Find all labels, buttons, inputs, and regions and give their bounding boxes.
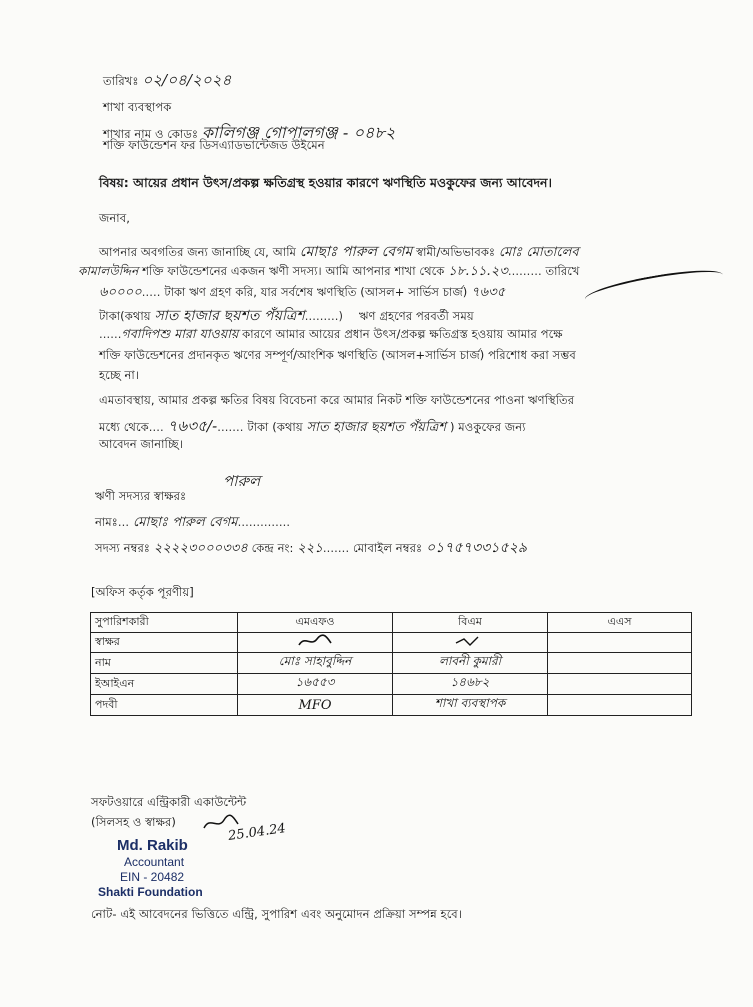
org-line: শক্তি ফাউন্ডেশন ফর ডিসএ্যাডভান্টেজড উইমেন [103, 138, 325, 152]
stamp-name: Md. Rakib [117, 837, 188, 854]
waive-amount-handwritten: ৭৬৩৫/- [167, 417, 218, 435]
accountant-sub: (সিলসহ ও স্বাক্ষর) [91, 815, 177, 829]
date-label: তারিখঃ [103, 74, 139, 88]
member-no-label: সদস্য নম্বরঃ [95, 541, 151, 555]
p1-text-f: টাকা(কথায় [99, 309, 151, 323]
name-handwritten: মোছাঃ পারুল বেগম [132, 515, 238, 530]
table-row [91, 633, 692, 653]
p1-text-a: আপনার অবগতির জন্য জানাচ্ছি যে, আমি [99, 245, 296, 259]
bm-signature [393, 633, 548, 653]
stamp-org: Shakti Foundation [98, 885, 203, 899]
header-as: এএস [548, 613, 692, 633]
sig-label: ঋণী সদস্যর স্বাক্ষরঃ [95, 489, 187, 503]
para1-line2: কামালউদ্দিন শক্তি ফাউন্ডেশনের একজন ঋণী সদস্য। আমি আপনার শাখা থেকে ১৮.১১.২৩......... তারিখে [78, 264, 580, 279]
date-row [103, 69, 231, 94]
guardian-handwritten: মোঃ মোতালেব [498, 245, 579, 260]
header-recommender: সুপারিশকারী [91, 613, 238, 633]
p1-text-h: কারণে আমার আয়ের প্রধান উৎস/প্রকল্প ক্ষতিগ্রস্ত হওয়ায় আমার পক্ষে [242, 327, 563, 341]
row-label: নাম [91, 653, 238, 674]
header-bm: বিএম [393, 613, 548, 633]
subject: বিষয়: আয়ের প্রধান উৎস/প্রকল্প ক্ষতিগ্রস্থ হওয়ার কারণে ঋণস্থিতি মওকুফের জন্য আবেদন। [99, 175, 552, 190]
row-label: ইআইএন [91, 674, 238, 695]
member-signature: পারুল [223, 472, 261, 490]
office-label: [অফিস কর্তৃক পূরণীয়] [91, 585, 194, 599]
para1-line7: হচ্ছে না। [99, 368, 140, 382]
office-table [90, 612, 692, 716]
p1-text-e: টাকা ঋণ গ্রহণ করি, যার সর্বশেষ ঋণস্থিতি (আসল+ সার্ভিস চার্জ) [164, 285, 468, 299]
mobile-handwritten: ০১৭৫৭৩৩১৫২৯ [425, 540, 528, 556]
member-name-handwritten: মোছাঃ পারুল বেগম [299, 244, 413, 260]
para1-line4: টাকা(কথায় সাত হাজার ছয়শত পঁয়ত্রিশ.........) ঋণ গ্রহণের পরবর্তী সময় [99, 308, 474, 324]
bm-ein: ১৪৬৮২ [393, 674, 548, 695]
para2-line3: আবেদন জানাচ্ছি। [99, 437, 184, 451]
p2-text-c: টাকা (কথায় [247, 420, 303, 434]
branch-label: শাখার নাম ও কোডঃ [103, 127, 199, 141]
accountant-label: সফটওয়ারে এন্ট্রিকারী একাউন্টেন্ট [91, 795, 247, 809]
loan-date-handwritten: ১৮.১১.২৩ [448, 264, 508, 279]
center-label: কেন্দ্র নং: [251, 541, 294, 555]
table-row [91, 653, 692, 674]
mfo-designation: MFO [238, 695, 393, 716]
p1-text-g: ঋণ গ্রহণের পরবর্তী সময় [358, 309, 474, 323]
p2-text-b: মধ্যে থেকে [99, 420, 149, 434]
as-designation [548, 695, 692, 716]
p1-text-b: স্বামী/অভিভাবকঃ [416, 245, 496, 259]
stamp-title: Accountant [124, 855, 185, 869]
table-row [91, 695, 692, 716]
as-ein [548, 674, 692, 695]
date-value: ০২/০৪/২০২৪ [142, 71, 232, 89]
mfo-name: মোঃ সাহাবুদ্দিন [238, 653, 393, 674]
header-mfo: এমএফও [238, 613, 393, 633]
reason-handwritten: গবাদিপশু মারা যাওয়ায় [121, 326, 239, 341]
bm-designation: শাখা ব্যবস্থাপক [393, 695, 548, 716]
row-label: পদবী [91, 695, 238, 716]
member-info-row: সদস্য নম্বরঃ ২২২২৩০০০৩৩৪ কেন্দ্র নং: ২২১....... মোবাইল নম্বরঃ ০১৭৫৭৩৩১৫২৯ [95, 540, 528, 556]
accountant-sign-date: 25.04.24 [227, 821, 287, 844]
guardian-handwritten-2: কামালউদ্দিন [78, 264, 139, 278]
p2-text-d: ) মওকুফের জন্য [449, 420, 526, 434]
p1-text-c: শক্তি ফাউন্ডেশনের একজন ঋণী সদস্য। আমি আপনার শাখা থেকে [142, 264, 445, 278]
balance-words-handwritten: সাত হাজার ছয়শত পঁয়ত্রিশ [154, 308, 305, 324]
stamp-ein: EIN - 20482 [120, 870, 185, 884]
note: নোট- এই আবেদনের ভিত্তিতে এন্ট্রি, সুপারিশ এবং অনুমোদন প্রক্রিয়া সম্পন্ন হবে। [91, 907, 463, 921]
center-handwritten: ২২১ [297, 541, 323, 556]
para2-line1: এমতাবস্থায়, আমার প্রকল্প ক্ষতির বিষয় বিবেচনা করে আমার নিকট শক্তি ফাউন্ডেশনের পাওনা ঋণস্থিতির [99, 393, 575, 407]
loan-amount-handwritten: ৬০০০০ [99, 285, 142, 300]
row-label: স্বাক্ষর [91, 633, 238, 653]
salutation: জনাব, [99, 211, 130, 225]
mfo-signature [238, 633, 393, 653]
balance-handwritten: ৭৬৩৫ [471, 285, 506, 300]
table-row [91, 674, 692, 695]
name-label: নামঃ [95, 515, 118, 529]
bm-name: লাবনী কুমারী [393, 653, 548, 674]
branch-value: কালিগঞ্জ গোপালগঞ্জ - ০৪৮২ [201, 123, 396, 142]
addressee: শাখা ব্যবস্থাপক [103, 100, 172, 114]
name-row: নামঃ... মোছাঃ পারুল বেগম.............. [95, 515, 291, 530]
pen-stroke [583, 264, 725, 310]
waive-words-handwritten: সাত হাজার ছয়শত পঁয়ত্রিশ [306, 420, 447, 435]
p1-text-d: তারিখে [545, 264, 580, 278]
as-name [548, 653, 692, 674]
mobile-label: মোবাইল নম্বরঃ [352, 541, 423, 555]
para1-line1 [99, 240, 579, 264]
mfo-ein: ১৬৫৫৩ [238, 674, 393, 695]
para1-line3: ৬০০০০..... টাকা ঋণ গ্রহণ করি, যার সর্বশেষ ঋণস্থিতি (আসল+ সার্ভিস চার্জ) ৭৬৩৫ [99, 285, 506, 300]
para1-line5: ......গবাদিপশু মারা যাওয়ায় কারণে আমার আয়ের প্রধান উৎস/প্রকল্প ক্ষতিগ্রস্ত হওয়ায় আমার পক্ষে [99, 326, 563, 341]
table-header-row [91, 613, 692, 633]
as-signature [548, 633, 692, 653]
para1-line6: শক্তি ফাউন্ডেশনের প্রদানকৃত ঋণের সম্পূর্ণ/আংশিক ঋণস্থিতি (আসল+সার্ভিস চার্জ) পরিশোধ করা সম্ভব [99, 348, 576, 362]
accountant-signature [200, 812, 240, 834]
para2-line2: মধ্যে থেকে.... ৭৬৩৫/-....... টাকা (কথায় সাত হাজার ছয়শত পঁয়ত্রিশ ) মওকুফের জন্য [99, 417, 526, 435]
member-no-handwritten: ২২২২৩০০০৩৩৪ [153, 541, 248, 556]
